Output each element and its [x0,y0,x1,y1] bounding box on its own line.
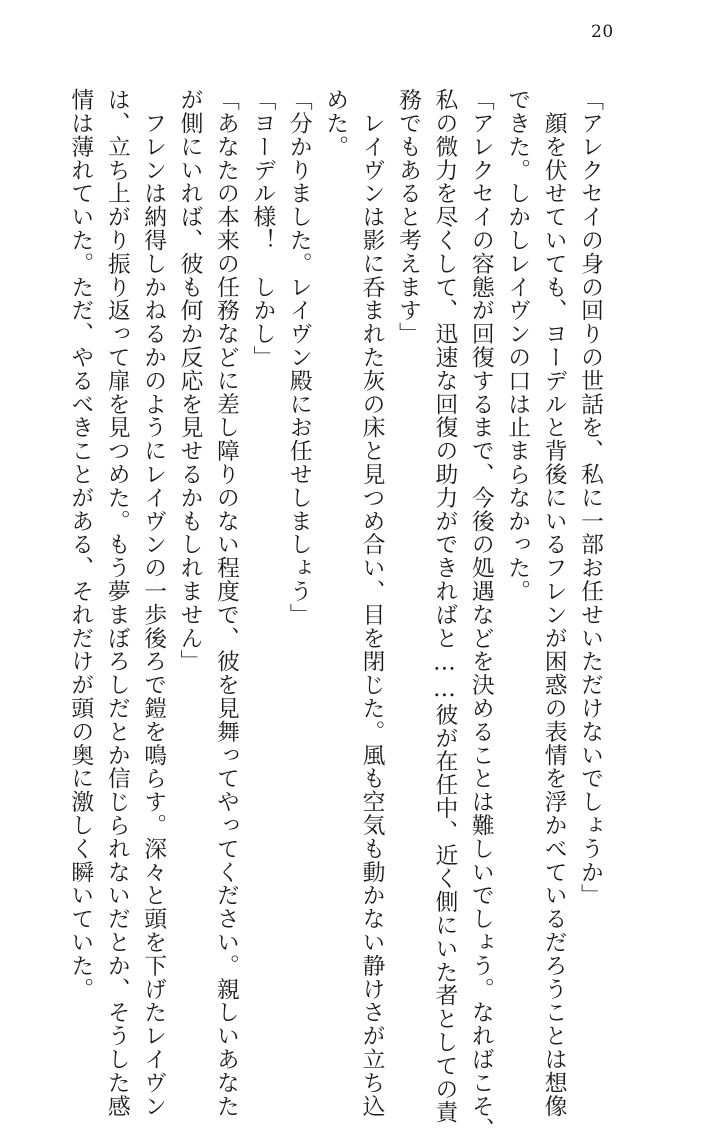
text-line-9: 「分かりました。レイヴン殿にお任せしましょう」 [285,88,312,627]
text-line-1: 「アレクセイの身の回りの世話を、私に一部お任せいただけないでしょうか」 [577,88,603,907]
text-line-11: 「あなたの本来の任務などに差し障りのない程度で、彼を見舞ってやってください。親しいあなた [212,88,239,1118]
text-line-3: できた。しかしレイヴンの口は止まらなかった。 [504,88,531,603]
vertical-text-body [62,88,608,1141]
text-line-2: 顔を伏せていても、ヨーデルと背後にいるフレンが困惑の表情を浮かべているだろうことは想像 [540,88,567,1118]
text-line-13: フレンは納得しかねるかのようにレイヴンの一歩後ろで鎧を鳴らす。深々と頭を下げたレイヴン [140,88,167,1118]
text-line-14: は、立ち上がり振り返って扉を見つめた。もう夢まぼろしだとか信じられないだとか、そうした感 [103,88,130,1118]
text-line-10: 「ヨーデル様！ しかし」 [249,88,276,369]
text-line-4: 「アレクセイの容態が回復するまで、今後の処遇などを決めることは難しいでしょう。なればこそ、 [467,88,494,1141]
text-line-6: 務でもあると考えます」 [394,88,421,346]
text-line-12: が側にいれば、彼も何か反応を見せるかもしれません」 [176,88,203,673]
text-line-8: めた。 [322,88,349,159]
text-line-7: レイヴンは影に呑まれた灰の床と見つめ合い、目を閉じた。風も空気も動かない静けさが立ち込 [358,88,385,1118]
text-line-15: 情は薄れていた。ただ、やるべきことがある、それだけが頭の奥に激しく瞬いていた。 [67,88,94,1001]
page-number: 20 [591,22,614,42]
text-line-5: 私の微力を尽くして、迅速な回復の助力ができればと……彼が在任中、近く側にいた者としての責 [431,88,458,1124]
